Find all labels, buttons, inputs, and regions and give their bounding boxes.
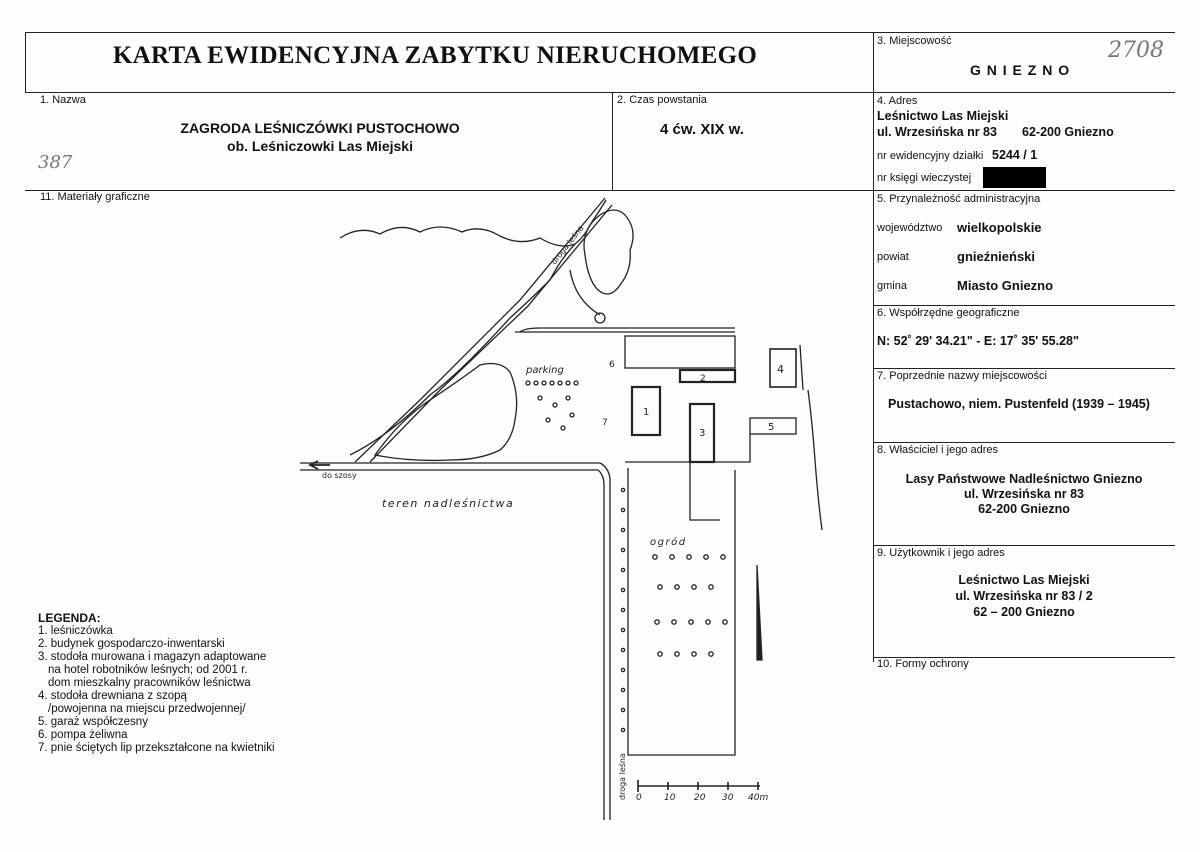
label-area: teren nadleśnictwa: [382, 497, 515, 510]
parking-tree-cluster: [375, 364, 517, 461]
field-6-label: 6. Współrzędne geograficzne: [877, 307, 1020, 319]
legend-item: 1. leśniczówka: [38, 625, 113, 637]
handwritten-number-left: 387: [38, 152, 73, 173]
highway-arrow: [310, 461, 330, 469]
field-1-label: 1. Nazwa: [40, 94, 86, 106]
field-5-woj-label: województwo: [877, 222, 943, 234]
scale-0: 0: [636, 793, 642, 803]
field-5-pow-label: powiat: [877, 251, 909, 263]
field-9-label: 9. Użytkownik i jego adres: [877, 547, 1005, 559]
field-5-pow-value: gnieźnieński: [957, 249, 1036, 264]
legend-item: na hotel robotników leśnych; od 2001 r.: [48, 664, 248, 676]
field-11-label: 11. Materiały graficzne: [40, 191, 150, 203]
field-4-plot-value: 5244 / 1: [992, 148, 1038, 162]
label-forest-road: droga leśna: [549, 223, 586, 267]
field-9-line1: Leśnictwo Las Miejski: [958, 573, 1090, 587]
field-4-kw-label: nr księgi wieczystej: [877, 172, 972, 184]
field-4-line1: Leśnictwo Las Miejski: [877, 109, 1009, 123]
legend-item: dom mieszkalny pracowników leśnictwa: [48, 677, 251, 689]
label-to-highway: do szosy: [322, 471, 357, 480]
building-5-number: 5: [768, 422, 775, 433]
road-corner: [598, 463, 610, 820]
scale-bar: [638, 780, 760, 792]
field-5-gm-value: Miasto Gniezno: [957, 278, 1054, 293]
legend-item: 6. pompa żeliwna: [38, 729, 128, 741]
field-9-line2: ul. Wrzesińska nr 83 / 2: [955, 589, 1093, 603]
main-road: [300, 332, 735, 470]
fenced-yard: [625, 336, 735, 368]
legend-item: 7. pnie ściętych lip przekształcone na kwietniki: [38, 742, 275, 754]
legend-item: 4. stodoła drewniana z szopą: [38, 690, 187, 702]
north-arrow: [757, 565, 762, 660]
legend-title: LEGENDA:: [38, 611, 101, 625]
label-garden: ogród: [650, 537, 687, 548]
field-1-object: ob. Leśniczowki Las Miejski: [227, 138, 413, 154]
field-4-street: ul. Wrzesińska nr 83: [877, 125, 997, 139]
legend-item: 3. stodoła murowana i magazyn adaptowane: [38, 651, 267, 663]
label-forest-road-2: droga leśna: [618, 753, 627, 800]
field-6-value: N: 52˚ 29' 34.21" - E: 17˚ 35' 55.28": [877, 334, 1079, 348]
field-3-label: 3. Miejscowość: [877, 35, 952, 47]
building-4-number: 4: [777, 363, 784, 376]
building-3-number: 3: [699, 428, 706, 439]
forest-edge-top: [340, 227, 575, 246]
card-title: KARTA EWIDENCYJNA ZABYTKU NIERUCHOMEGO: [112, 42, 758, 69]
field-8-line1: Lasy Państwowe Nadleśnictwo Gniezno: [905, 472, 1143, 486]
field-5-label: 5. Przynależność administracyjna: [877, 193, 1041, 205]
field-8-line3: 62-200 Gniezno: [978, 502, 1070, 516]
field-10-label: 10. Formy ochrony: [877, 658, 969, 670]
scale-10: 10: [664, 793, 676, 803]
field-2-value: 4 ćw. XIX w.: [660, 121, 744, 138]
garden-dots-left: [621, 488, 624, 731]
legend-item: /powojenna na miejscu przedwojennej/: [48, 703, 246, 715]
field-2-label: 2. Czas powstania: [617, 94, 707, 106]
field-8-line2: ul. Wrzesińska nr 83: [964, 487, 1084, 501]
handwritten-number-top: 2708: [1108, 38, 1164, 63]
fence-bldg5: [714, 434, 750, 462]
field-4-label: 4. Adres: [877, 95, 918, 107]
field-4-postal: 62-200 Gniezno: [1022, 125, 1114, 139]
field-7-value: Pustachowo, niem. Pustenfeld (1939 – 1945): [888, 397, 1150, 411]
fence-right: [800, 345, 822, 530]
garden-fence: [625, 462, 735, 755]
building-1-number: 1: [643, 407, 650, 418]
field-5-woj-value: wielkopolskie: [957, 220, 1042, 235]
legend: [38, 612, 275, 755]
legend-item: 5. garaż współczesny: [38, 716, 148, 728]
building-2: [680, 370, 735, 382]
scale-20: 20: [694, 793, 706, 803]
marker-6: 6: [609, 360, 615, 370]
legend-item: 2. budynek gospodarczo-inwentarski: [38, 638, 225, 650]
label-parking: parking: [526, 365, 564, 376]
field-9-line3: 62 – 200 Gniezno: [973, 605, 1075, 619]
scale-40: 40m: [748, 793, 769, 803]
field-5-gm-label: gmina: [877, 280, 907, 292]
scale-30: 30: [722, 793, 734, 803]
marker-7: 7: [602, 418, 608, 428]
orchard-trees: [653, 555, 727, 656]
field-1-name: ZAGRODA LEŚNICZÓWKI PUSTOCHOWO: [180, 120, 460, 136]
field-4-plot-label: nr ewidencyjny działki: [877, 150, 984, 162]
building-2-number: 2: [700, 374, 706, 384]
field-8-label: 8. Właściciel i jego adres: [877, 444, 999, 456]
tree-cluster-top: [584, 210, 633, 294]
field-7-label: 7. Poprzednie nazwy miejscowości: [877, 370, 1047, 382]
field-3-value: G N I E Z N O: [970, 62, 1071, 78]
parking-dots: [526, 381, 578, 430]
curve-road: [570, 270, 600, 315]
